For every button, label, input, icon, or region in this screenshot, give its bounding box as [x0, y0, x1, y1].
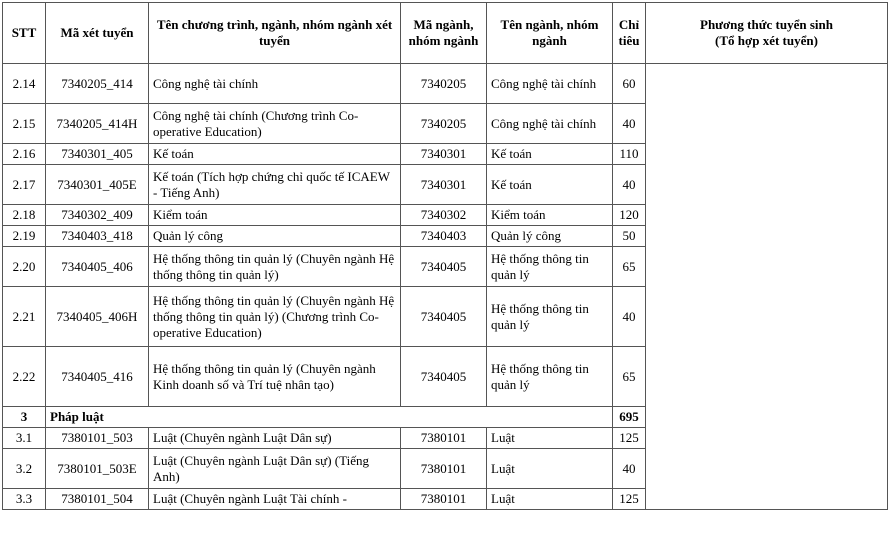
cell-ten: Hệ thống thông tin quản lý (Chuyên ngành Hệ thống thông tin quản lý) — [149, 247, 401, 287]
cell-chi-tieu: 50 — [613, 226, 646, 247]
cell-ten: Kế toán — [149, 144, 401, 165]
cell-chi-tieu: 65 — [613, 247, 646, 287]
cell-stt: 2.15 — [3, 104, 46, 144]
cell-chi-tieu: 60 — [613, 64, 646, 104]
cell-stt: 2.21 — [3, 287, 46, 347]
cell-ten-nganh: Kế toán — [487, 144, 613, 165]
cell-ma-nganh: 7340301 — [401, 144, 487, 165]
cell-stt: 2.22 — [3, 347, 46, 407]
header-phuong-thuc-line1: Phương thức tuyển sinh — [700, 17, 833, 32]
cell-ma: 7340405_406 — [46, 247, 149, 287]
cell-chi-tieu: 40 — [613, 104, 646, 144]
cell-ten-nganh: Luật — [487, 489, 613, 510]
cell-ma: 7340301_405 — [46, 144, 149, 165]
cell-ten: Hệ thống thông tin quản lý (Chuyên ngành Kinh doanh số và Trí tuệ nhân tạo) — [149, 347, 401, 407]
cell-ten: Kế toán (Tích hợp chứng chỉ quốc tế ICAEW - Tiếng Anh) — [149, 165, 401, 205]
cell-ma: 7340403_418 — [46, 226, 149, 247]
cell-ma: 7380101_503 — [46, 428, 149, 449]
cell-ten: Công nghệ tài chính (Chương trình Co-operative Education) — [149, 104, 401, 144]
cell-ten-nganh: Công nghệ tài chính — [487, 104, 613, 144]
cell-ma-nganh: 7340205 — [401, 64, 487, 104]
cell-stt: 3.2 — [3, 449, 46, 489]
group-title: Pháp luật — [46, 407, 613, 428]
cell-chi-tieu: 65 — [613, 347, 646, 407]
cell-chi-tieu: 125 — [613, 489, 646, 510]
cell-stt: 2.19 — [3, 226, 46, 247]
cell-ma: 7380101_503E — [46, 449, 149, 489]
header-chi-tieu: Chỉ tiêu — [613, 3, 646, 64]
cell-stt: 3.3 — [3, 489, 46, 510]
cell-ma-nganh: 7340205 — [401, 104, 487, 144]
header-ma-xet-tuyen: Mã xét tuyển — [46, 3, 149, 64]
header-stt: STT — [3, 3, 46, 64]
cell-ten: Hệ thống thông tin quản lý (Chuyên ngành Hệ thống thông tin quản lý) (Chương trình Co-operative Education) — [149, 287, 401, 347]
cell-chi-tieu: 40 — [613, 165, 646, 205]
group-stt: 3 — [3, 407, 46, 428]
cell-ten: Quản lý công — [149, 226, 401, 247]
cell-stt: 2.20 — [3, 247, 46, 287]
cell-ten-nganh: Hệ thống thông tin quản lý — [487, 287, 613, 347]
cell-chi-tieu: 40 — [613, 449, 646, 489]
cell-ma: 7380101_504 — [46, 489, 149, 510]
cell-ten-nganh: Hệ thống thông tin quản lý — [487, 347, 613, 407]
header-ten-nganh: Tên ngành, nhóm ngành — [487, 3, 613, 64]
header-phuong-thuc-line2: (Tổ hợp xét tuyển) — [715, 33, 818, 48]
header-phuong-thuc — [646, 3, 888, 64]
cell-chi-tieu: 40 — [613, 287, 646, 347]
cell-ten-nganh: Quản lý công — [487, 226, 613, 247]
cell-ten: Công nghệ tài chính — [149, 64, 401, 104]
group-chi-tieu: 695 — [613, 407, 646, 428]
cell-phuong-thuc — [646, 64, 888, 510]
cell-ten-nganh: Hệ thống thông tin quản lý — [487, 247, 613, 287]
cell-ma: 7340301_405E — [46, 165, 149, 205]
admissions-table — [2, 2, 888, 510]
cell-ma: 7340405_416 — [46, 347, 149, 407]
cell-ma-nganh: 7340301 — [401, 165, 487, 205]
cell-ten-nganh: Luật — [487, 428, 613, 449]
cell-ten: Luật (Chuyên ngành Luật Dân sự) — [149, 428, 401, 449]
cell-ten-nganh: Công nghệ tài chính — [487, 64, 613, 104]
cell-ten: Luật (Chuyên ngành Luật Tài chính - — [149, 489, 401, 510]
cell-ten: Kiểm toán — [149, 205, 401, 226]
cell-ma-nganh: 7340403 — [401, 226, 487, 247]
cell-ten: Luật (Chuyên ngành Luật Dân sự) (Tiếng Anh) — [149, 449, 401, 489]
cell-stt: 3.1 — [3, 428, 46, 449]
table-row — [3, 64, 888, 104]
cell-ten-nganh: Luật — [487, 449, 613, 489]
cell-chi-tieu: 125 — [613, 428, 646, 449]
header-ten-chuong-trinh: Tên chương trình, ngành, nhóm ngành xét tuyển — [149, 3, 401, 64]
cell-stt: 2.18 — [3, 205, 46, 226]
cell-ten-nganh: Kiểm toán — [487, 205, 613, 226]
cell-ma-nganh: 7380101 — [401, 449, 487, 489]
header-row — [3, 3, 888, 64]
cell-ma: 7340205_414 — [46, 64, 149, 104]
cell-ma-nganh: 7340302 — [401, 205, 487, 226]
cell-chi-tieu: 120 — [613, 205, 646, 226]
header-ma-nganh: Mã ngành, nhóm ngành — [401, 3, 487, 64]
cell-chi-tieu: 110 — [613, 144, 646, 165]
cell-ten-nganh: Kế toán — [487, 165, 613, 205]
cell-ma-nganh: 7380101 — [401, 489, 487, 510]
cell-ma: 7340205_414H — [46, 104, 149, 144]
cell-ma-nganh: 7380101 — [401, 428, 487, 449]
cell-stt: 2.17 — [3, 165, 46, 205]
cell-ma: 7340302_409 — [46, 205, 149, 226]
cell-stt: 2.16 — [3, 144, 46, 165]
cell-ma-nganh: 7340405 — [401, 347, 487, 407]
cell-ma-nganh: 7340405 — [401, 247, 487, 287]
cell-stt: 2.14 — [3, 64, 46, 104]
cell-ma-nganh: 7340405 — [401, 287, 487, 347]
cell-ma: 7340405_406H — [46, 287, 149, 347]
